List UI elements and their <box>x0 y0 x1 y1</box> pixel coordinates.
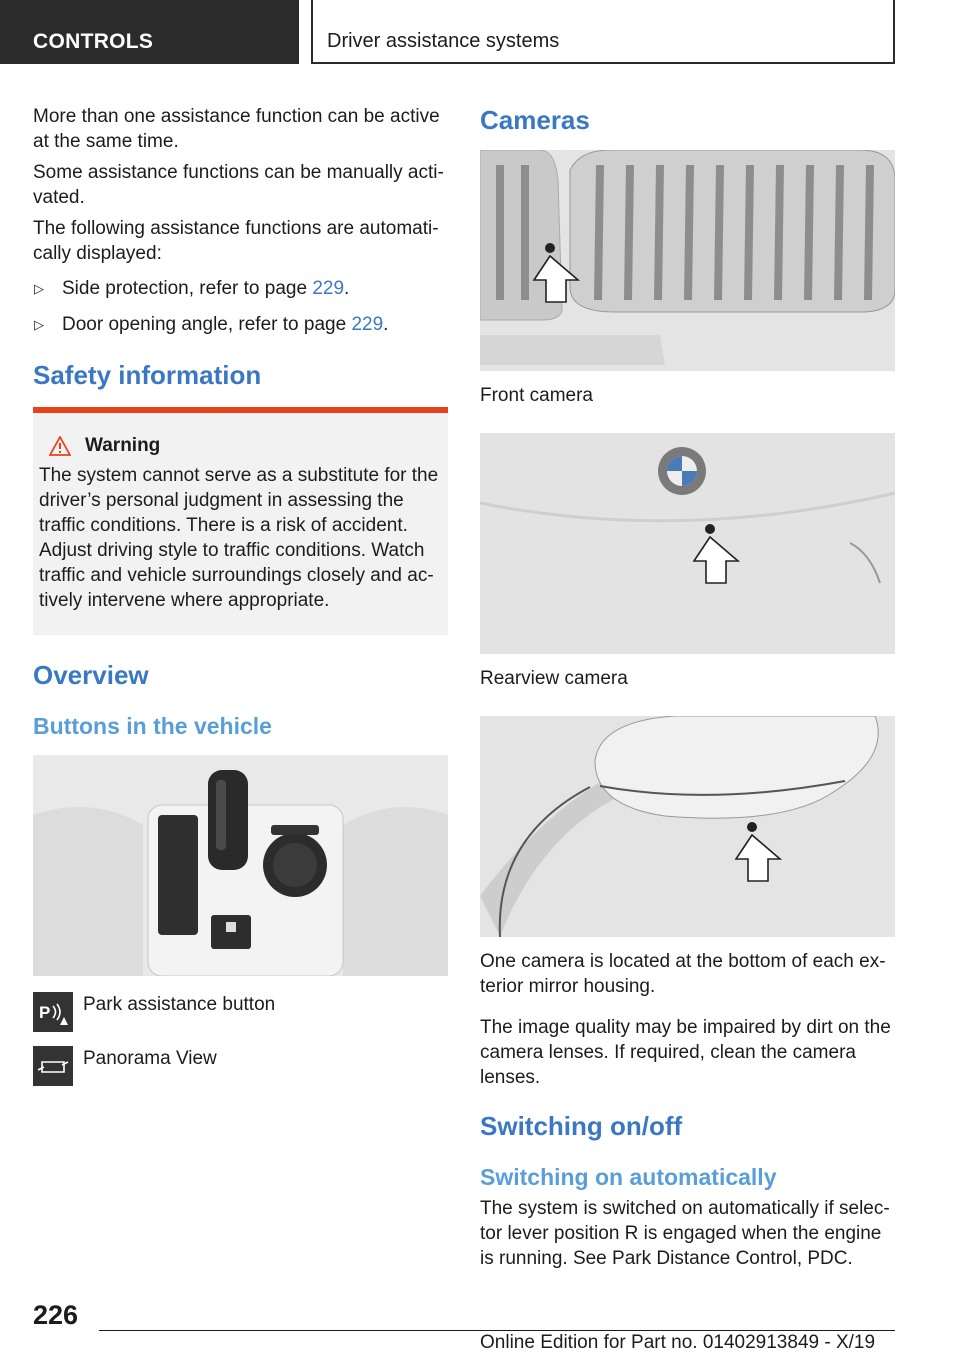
chapter-tab <box>0 0 299 64</box>
auto-on-text: The system is switched on automatically if selec‐tor lever position R is engaged when the engine is running. See Park Distance Control, PDC. <box>480 1198 890 1269</box>
overview-heading: Overview <box>33 660 149 690</box>
footer-divider <box>99 1330 895 1331</box>
section-title: Driver assistance systems <box>327 30 560 52</box>
page-link[interactable]: 229 <box>351 314 384 335</box>
park-assist-icon <box>33 992 73 1032</box>
page-footer <box>0 1300 960 1362</box>
park-assist-label: Park assistance button <box>83 994 276 1015</box>
legend-row-panorama <box>33 1046 448 1086</box>
warning-triangle-icon <box>49 436 71 456</box>
svg-text:P: P <box>39 1003 51 1022</box>
right-column <box>480 104 895 1277</box>
center-console-photo <box>33 755 448 976</box>
rearview-camera-caption: Rearview camera <box>480 668 628 689</box>
intro-paragraph: The following assistance functions are automati‐cally displayed: <box>33 218 439 264</box>
buttons-heading: Buttons in the vehicle <box>33 713 272 739</box>
image-quality-text: The image quality may be impaired by dirt on the camera lenses. If required, clean the camera lenses. <box>480 1017 891 1088</box>
edition-text: Online Edition for Part no. 01402913849 - X/19 <box>480 1332 876 1353</box>
safety-heading: Safety information <box>33 360 262 390</box>
panorama-view-label: Panorama View <box>83 1048 217 1069</box>
mirror-camera-text: One camera is located at the bottom of each ex‐terior mirror housing. <box>480 951 886 997</box>
bullet-item: ▷ Side protection, refer to page 229. <box>34 278 350 299</box>
chapter-label: CONTROLS <box>33 30 154 53</box>
page-number: 226 <box>33 1300 79 1330</box>
mirror-camera-photo <box>480 716 895 937</box>
cameras-heading: Cameras <box>480 105 590 135</box>
panorama-view-icon <box>33 1046 73 1086</box>
page-link[interactable]: 229 <box>312 278 345 299</box>
auto-on-heading: Switching on automatically <box>480 1164 777 1190</box>
intro-paragraph: Some assistance functions can be manually acti‐vated. <box>33 162 444 208</box>
front-camera-photo <box>480 150 895 371</box>
left-column <box>33 104 448 1100</box>
warning-box <box>33 407 448 635</box>
warning-title: Warning <box>85 435 161 456</box>
bullet-triangle-icon: ▷ <box>34 281 44 296</box>
rearview-camera-photo <box>480 433 895 654</box>
section-tab <box>311 0 895 64</box>
bullet-triangle-icon: ▷ <box>34 317 44 332</box>
front-camera-caption: Front camera <box>480 385 593 406</box>
bullet-item: ▷ Door opening angle, refer to page 229. <box>34 314 389 335</box>
warning-text: The system cannot serve as a substitute for the driver’s personal judgment in assessing the traffic conditions. There is a risk of accident. Adjust driving style to traffic conditions. Watch traffic and vehicle surroundings closely and ac‐tively intervene where appropriate. <box>39 465 439 611</box>
intro-paragraph: More than one assistance function can be active at the same time. <box>33 106 440 152</box>
legend-row-park-assist <box>33 992 448 1032</box>
switching-heading: Switching on/off <box>480 1111 683 1141</box>
